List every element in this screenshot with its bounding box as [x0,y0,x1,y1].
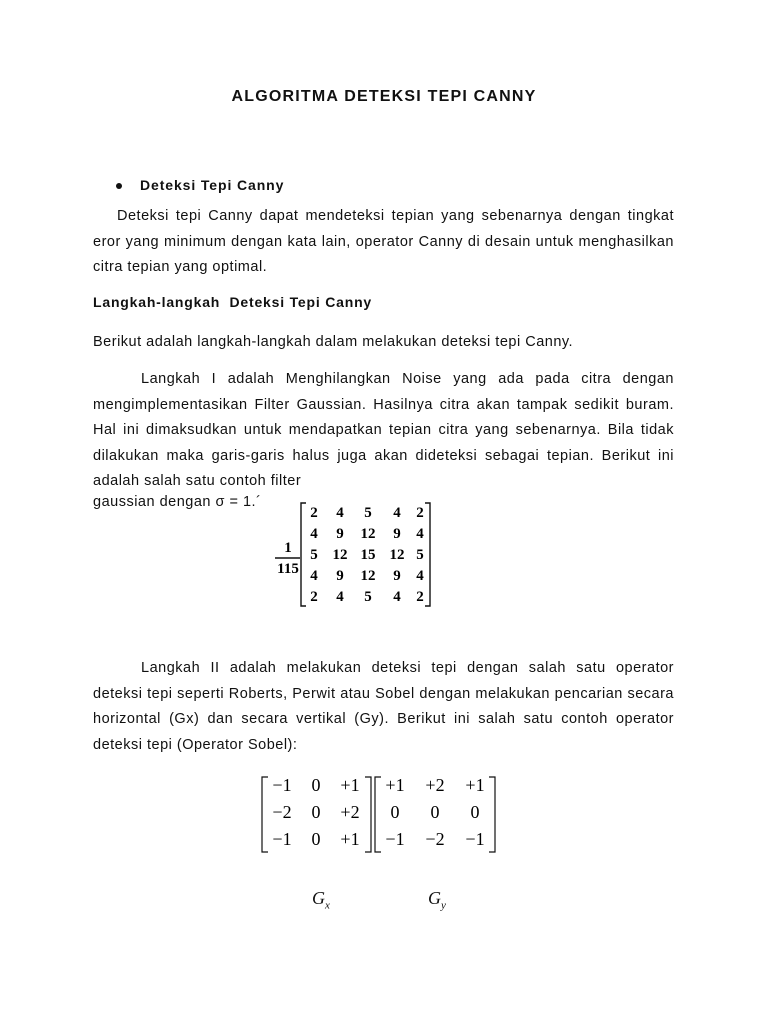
gy-cell: 0 [470,802,480,822]
fraction-numerator: 1 [284,540,292,556]
gx-cell: +1 [340,829,360,849]
steps-heading: Langkah-langkah Deteksi Tepi Canny [93,294,373,310]
gx-cell: −1 [272,829,292,849]
gaussian-cell: 2 [310,505,318,521]
gy-cell: 0 [430,802,440,822]
gaussian-cell: 5 [364,589,372,605]
gy-cell: −2 [425,829,445,849]
gx-cell: −1 [272,775,292,795]
gx-cell: 0 [311,802,321,822]
gaussian-cell: 2 [416,589,424,605]
gaussian-cell: 9 [336,568,344,584]
gaussian-cell: 4 [393,505,401,521]
gaussian-cell: 4 [336,505,344,521]
bullet-heading: Deteksi Tepi Canny [140,177,285,193]
sobel-gy-matrix [375,775,495,852]
gaussian-cell: 4 [393,589,401,605]
gaussian-cell: 5 [364,505,372,521]
gy-right-bracket [489,777,495,852]
gy-cell: +1 [385,775,405,795]
gx-cell: 0 [311,829,321,849]
gy-cell: −1 [385,829,405,849]
gaussian-cell: 4 [310,568,318,584]
page-title: ALGORITMA DETEKSI TEPI CANNY [231,88,537,105]
gaussian-cell: 9 [393,568,401,584]
gx-cell: +1 [340,775,360,795]
gx-left-bracket [262,777,268,852]
sobel-gx-matrix [262,775,371,852]
gy-cell: −1 [465,829,485,849]
gaussian-cell: 12 [360,568,376,584]
gy-left-bracket [375,777,381,852]
gaussian-cell: 4 [310,526,318,542]
gy-label: $G_y$ [428,888,446,912]
gx-label: $G_x$ [312,888,330,912]
gaussian-cell: 12 [332,547,348,563]
right-bracket [425,503,430,606]
gaussian-cell: 2 [310,589,318,605]
gaussian-cell: 4 [336,589,344,605]
gaussian-cell: 9 [336,526,344,542]
gx-right-bracket [365,777,371,852]
steps-intro: Berikut adalah langkah-langkah dalam melakukan deteksi tepi Canny. [93,334,574,350]
gx-cell: 0 [311,775,321,795]
gaussian-cell: 9 [393,526,401,542]
intro-paragraph: Deteksi tepi Canny dapat mendeteksi tepian yang sebenarnya dengan tingkat eror yang minimum dengan kata lain, operator Canny di desain untuk menghasilkan citra tepian yang optimal. [93,208,674,275]
gaussian-cell: 4 [416,526,424,542]
gy-cell: +2 [425,775,445,795]
gaussian-cell: 4 [416,568,424,584]
gx-cell: −2 [272,802,292,822]
step1-paragraph: Langkah I adalah Menghilangkan Noise yang ada pada citra dengan mengimplementasikan Filter Gaussian. Hasilnya citra akan tampak sedikit buram. Hal ini dimaksudkan untuk mendapatkan tepian citra yang sebenarnya. Bila tidak dilakukan maka garis-garis halus juga akan dideteksi sebagai tepian. Berikut ini adalah salah satu contoh filter [93,371,674,489]
step1-last-line: gaussian dengan σ = 1.´ [93,494,262,510]
gy-cell: +1 [465,775,485,795]
gaussian-cell: 2 [416,505,424,521]
gaussian-cell: 5 [310,547,318,563]
gaussian-cell: 15 [360,547,376,563]
gx-cell: +2 [340,802,360,822]
gaussian-cell: 12 [389,547,405,563]
gaussian-cell: 5 [416,547,424,563]
gy-cell: 0 [390,802,400,822]
gaussian-cell: 12 [360,526,376,542]
fraction-denominator: 115 [277,561,299,577]
left-bracket [301,503,306,606]
step2-paragraph: Langkah II adalah melakukan deteksi tepi dengan salah satu operator deteksi tepi seperti Roberts, Perwit atau Sobel dengan melakukan pencarian secara horizontal (Gx) dan secara vertikal (Gy). Berikut ini salah satu contoh operator deteksi tepi (Operator Sobel): [93,660,674,753]
